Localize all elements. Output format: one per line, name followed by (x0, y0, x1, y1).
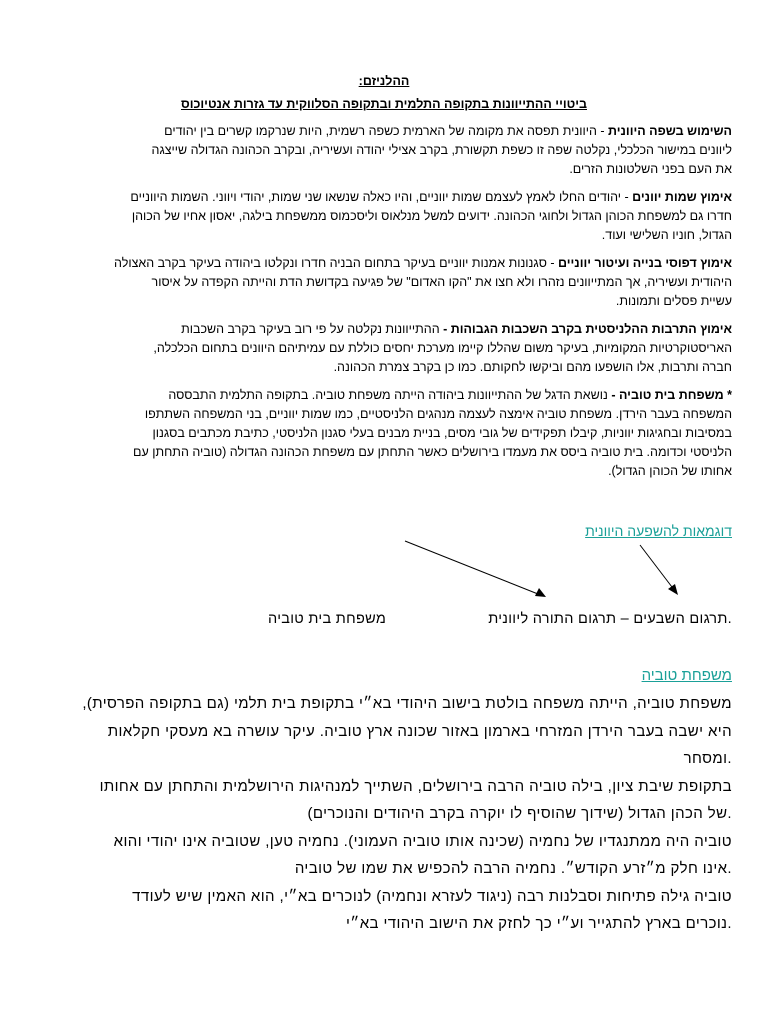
section-line: חברה ותרבות, אלו הושפעו מהם וביקשו לחקותם. כמו כן בקרב צמרת הכהונה. (333, 360, 732, 374)
tuvia-line: טוביה היה ממתנגדיו של נחמיה (שכינה אותו טוביה העמוני). נחמיה טען, שטוביה אינו יהודי והוא (113, 832, 732, 850)
section-term: אימוץ שמות יוונים (632, 190, 732, 204)
section-greek-names (32, 188, 732, 245)
tuvia-line: .של הכהן הגדול (שידוך שהוסיף לו יוקרה בקרב היהודים והנוכרים) (307, 805, 732, 822)
section-term: אימוץ דפוסי בנייה ועיטור יווניים (558, 256, 732, 270)
section-line: ליוונים במישור הכלכלי, נקלטה שפה זו כשפת תקשורת, בקרב אצילי יהודה ועשיריה, ובקרב הכהונה הגדולה שייצגה (151, 143, 732, 157)
section-line: המשפחה בעבר הירדן. משפחת טוביה אימצה לעצמה מנהגים הלניסטיים, כמו שמות יווניים, בני המשפחה השתתפו (144, 407, 732, 421)
example-tobiad-family: משפחת בית טוביה (268, 611, 387, 627)
section-line: הלניסטי וכדומה. בית טוביה ביסס את מעמדו בירושלים כאשר התחתן עם משפחת הכהונה הגדולה (טוביה התחתן עם (132, 445, 732, 459)
section-line: - סגנונות אמנות יווניים בעיקר בתחום הבניה חדרו ונקלטו ביהודה בעיקר בקרב האצולה (114, 256, 559, 270)
section-line: נושאת הדגל של ההתייוונות ביהודה הייתה משפחת טוביה. בתקופה התלמית התבססה (168, 388, 612, 402)
tuvia-line: .אינו חלק מ״זרע הקודש״. נחמיה הרבה להכפיש את שמו של טוביה (294, 860, 732, 877)
section-tobiad-family (32, 386, 732, 481)
tuvia-line: משפחת טוביה, הייתה משפחה בולטת בישוב היהודי בא״י בתקופת בית תלמי (גם בתקופה הפרסית), (82, 695, 732, 712)
tuvia-body (32, 690, 732, 938)
document-subtitle: ביטויי ההתייוונות בתקופה התלמית ובתקופה הסלווקית עד גזרות אנטיוכוס (180, 97, 587, 111)
section-term: * משפחת בית טוביה - (611, 388, 732, 402)
section-greek-language (32, 122, 732, 179)
example-septuagint: .תרגום השבעים – תרגום התורה ליוונית (488, 611, 732, 627)
section-line: במסיבות ובחגיגות יווניות, קיבלו תפקידים של גובי מסים, בניית מבנים בעלי סגנון הלניסטי, כתיבת מכתבים בסגנון (152, 426, 732, 440)
arrow-head-septuagint (668, 584, 678, 595)
tuvia-heading: משפחת טוביה (641, 667, 732, 684)
tuvia-line: היא ישבה בעבר הירדן המזרחי בארמון באזור שכונה ארץ טוביה. עיקר עושרה בא מעסקי חקלאות (107, 722, 732, 740)
tuvia-line: .נוכרים בארץ להתגייר וע״י כך לחזק את הישוב היהודי בא״י (345, 915, 732, 932)
section-line: חדרו גם למשפחת הכוהן הגדול ולחוגי הכהונה. ידועים למשל מנלאוס וליסכמוס ממשפחת בילגה, יאסון אחיו של הכוהן (131, 209, 732, 223)
section-greek-architecture (32, 254, 732, 311)
tuvia-line: בתקופת שיבת ציון, בילה טוביה הרבה בירושלים, השתייך למנהיגות הירושלמית והתחתן עם אחותו (99, 777, 732, 795)
section-line: אחותו של הכוהן הגדול). (608, 464, 732, 478)
section-line: את העם בפני השלטונות הזרים. (569, 162, 732, 176)
section-line: היהודית ועשיריה, אך המתייוונים נזהרו ולא חצו את "הקו האדום" של פגיעה בקדושת הדת והייתה הקפדה על איסור (151, 275, 732, 289)
arrow-to-septuagint (640, 545, 675, 591)
document-title: ההלניזם: (358, 74, 410, 88)
tuvia-line: .ומסחר (683, 750, 732, 767)
section-line: הגדול, חוניו השלישי ועוד. (601, 228, 732, 242)
section-term: השימוש בשפה היוונית (608, 124, 732, 138)
section-line: - היוונית תפסה את מקומה של הארמית כשפה רשמית, היות שנרקמו קשרים בין יהודים (164, 124, 609, 138)
section-hellenistic-culture (32, 320, 732, 377)
examples-heading: דוגמאות להשפעה היוונית (585, 523, 732, 539)
section-term: אימוץ התרבות ההלניסטית בקרב השכבות הגבוהות - (443, 322, 732, 336)
section-line: - יהודים החלו לאמץ לעצמם שמות יווניים, והיו כאלה שנשאו שני שמות, יהודי ויווני. השמות היווניים (130, 190, 633, 204)
section-line: עשיית פסלים ותמונות. (615, 294, 732, 308)
tuvia-line: טוביה גילה פתיחות וסבלנות רבה (ניגוד לעזרא ונחמיה) לנוכרים בא״י, הוא האמין שיש לעודד (132, 887, 732, 905)
section-line: ההתייוונות נקלטה על פי רוב בעיקר בקרב השכבות (181, 322, 444, 336)
section-line: האריסטוקרטיות המקומיות, בעיקר משום שהללו קיימו מערכת יחסים כוללת עם עמיתיהם היוונים בתחום הכלכלה, (153, 341, 732, 355)
arrow-to-tobiad (405, 541, 543, 596)
arrow-head-tobiad (535, 588, 546, 597)
